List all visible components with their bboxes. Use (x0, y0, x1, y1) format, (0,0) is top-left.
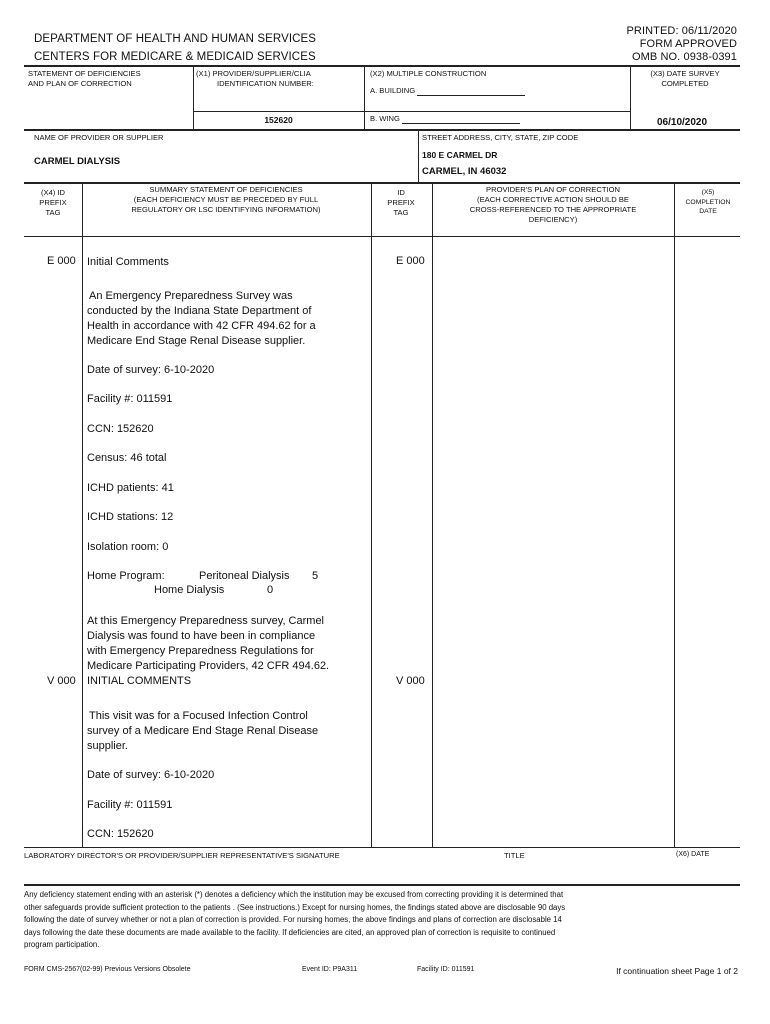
e-census: Census: 46 total (87, 452, 167, 464)
wing-blank (402, 114, 520, 124)
header-bottom-rule (24, 236, 740, 237)
x3-label: (X3) DATE SURVEY COMPLETED (650, 69, 720, 88)
e-facility-number: Facility #: 011591 (87, 393, 173, 405)
v-ccn: CCN: 152620 (87, 828, 154, 840)
title-label: TITLE (504, 851, 525, 860)
building-field: A. BUILDING (370, 86, 525, 96)
x1-value-rule (193, 111, 364, 112)
e-intro-paragraph: An Emergency Preparedness Survey was conducted by the Indiana State Department of Health in accordance with 42 CFR 494.62 for a Medicare End Stage Renal Disease supplier. (87, 290, 316, 347)
e-compliance-paragraph: At this Emergency Preparedness survey, Carmel Dialysis was found to have been in compliance with Emergency Preparedness Regulations for Medicare Participating Providers, 42 CFR 494.62. (87, 615, 330, 672)
e-ichd-stations: ICHD stations: 12 (87, 511, 174, 523)
name-row-border (24, 129, 740, 131)
divider-x2 (364, 65, 365, 129)
form-id: FORM CMS-2567(02-99) Previous Versions Obsolete (24, 966, 191, 973)
signature-label: LABORATORY DIRECTOR'S OR PROVIDER/SUPPLIER REPRESENTATIVE'S SIGNATURE (24, 851, 340, 860)
survey-completed-date: 06/10/2020 (657, 117, 708, 128)
v-title: INITIAL COMMENTS (87, 675, 192, 687)
col-divider-4 (674, 182, 675, 847)
e-peritoneal-dialysis-count: 5 (312, 570, 319, 582)
address-line-2: CARMEL, IN 46032 (422, 166, 507, 177)
col-divider-3 (432, 182, 433, 847)
signature-top-rule (24, 847, 740, 848)
column-header-border (24, 182, 740, 184)
v-intro-paragraph: This visit was for a Focused Infection Control survey of a Medicare End Stage Renal Disease supplier. (87, 710, 319, 752)
event-id: Event ID: P9A311 (302, 966, 358, 973)
e-isolation-room: Isolation room: 0 (87, 541, 169, 553)
date-label: (X6) DATE (676, 851, 710, 858)
e-home-dialysis-count: 0 (267, 584, 274, 596)
provider-id-value: 152620 (264, 115, 293, 125)
summary-header: SUMMARY STATEMENT OF DEFICIENCIES (EACH DEFICIENCY MUST BE PRECEDED BY FULL REGULATORY OR LSC IDENTIFYING INFORMATION) (131, 185, 321, 214)
col-divider-2 (371, 182, 372, 847)
e-ichd-patients: ICHD patients: 41 (87, 482, 174, 494)
e-title: Initial Comments (87, 256, 169, 268)
printed-date: PRINTED: 06/11/2020 (626, 25, 737, 37)
plan-header: PROVIDER'S PLAN OF CORRECTION (EACH CORRECTIVE ACTION SHOULD BE CROSS-REFERENCED TO THE APPROPRIATE DEFICIENCY) (469, 185, 637, 224)
v-facility-number: Facility #: 011591 (87, 799, 173, 811)
form-approved: FORM APPROVED (639, 38, 737, 50)
x5-header: (X5) COMPLETION DATE (685, 189, 731, 215)
v-id-tag: V 000 (396, 675, 425, 687)
statement-label: STATEMENT OF DEFICIENCIES AND PLAN OF CORRECTION (28, 69, 141, 88)
col-divider-1 (82, 182, 83, 847)
wing-rule (364, 111, 630, 112)
e-survey-date: Date of survey: 6-10-2020 (87, 364, 215, 376)
top-border (24, 65, 740, 67)
e-prefix-tag: E 000 (47, 255, 76, 267)
disclaimer: Any deficiency statement ending with an asterisk (*) denotes a deficiency which the institution may be excused from correcting providing it is determined that other safeguards provide sufficient protection to the patients . (See instructions.) Except for nursing homes, the findings stated above are disclosable 90 days following the date of survey whether or not a plan of correction is provided. For nursing homes, the above findings and plans of correction are disclosable 14 days following the date these documents are made available to the facility. If deficiencies are cited, an approved plan of correction is requisite to continued program participation. (24, 890, 566, 949)
e-ccn: CCN: 152620 (87, 423, 154, 435)
cms-title: CENTERS FOR MEDICARE & MEDICAID SERVICES (34, 51, 316, 63)
signature-bottom-rule (24, 884, 740, 886)
v-survey-date: Date of survey: 6-10-2020 (87, 769, 215, 781)
id-header: ID PREFIX TAG (387, 188, 415, 217)
provider-name: CARMEL DIALYSIS (34, 156, 121, 167)
omb-number: OMB NO. 0938-0391 (631, 51, 737, 63)
address-divider (418, 129, 419, 182)
e-id-tag: E 000 (396, 255, 425, 267)
continuation-sheet: If continuation sheet Page 1 of 2 (616, 966, 738, 976)
address-label: STREET ADDRESS, CITY, STATE, ZIP CODE (422, 133, 579, 142)
v-prefix-tag: V 000 (47, 675, 76, 687)
facility-id: Facility ID: 011591 (417, 966, 475, 973)
x2-label: (X2) MULTIPLE CONSTRUCTION (370, 69, 487, 78)
address-line-1: 180 E CARMEL DR (422, 150, 498, 160)
x4-header: (X4) ID PREFIX TAG (39, 188, 67, 217)
building-blank (417, 86, 525, 96)
provider-name-label: NAME OF PROVIDER OR SUPPLIER (34, 133, 164, 142)
e-home-program: Home Program: (87, 570, 165, 582)
e-home-dialysis: Home Dialysis (154, 584, 225, 596)
department-title: DEPARTMENT OF HEALTH AND HUMAN SERVICES (34, 33, 317, 45)
wing-field: B. WING (370, 114, 520, 124)
x1-label: (X1) PROVIDER/SUPPLIER/CLIA IDENTIFICATION NUMBER: (196, 69, 314, 88)
e-peritoneal-dialysis: Peritoneal Dialysis (199, 570, 290, 582)
